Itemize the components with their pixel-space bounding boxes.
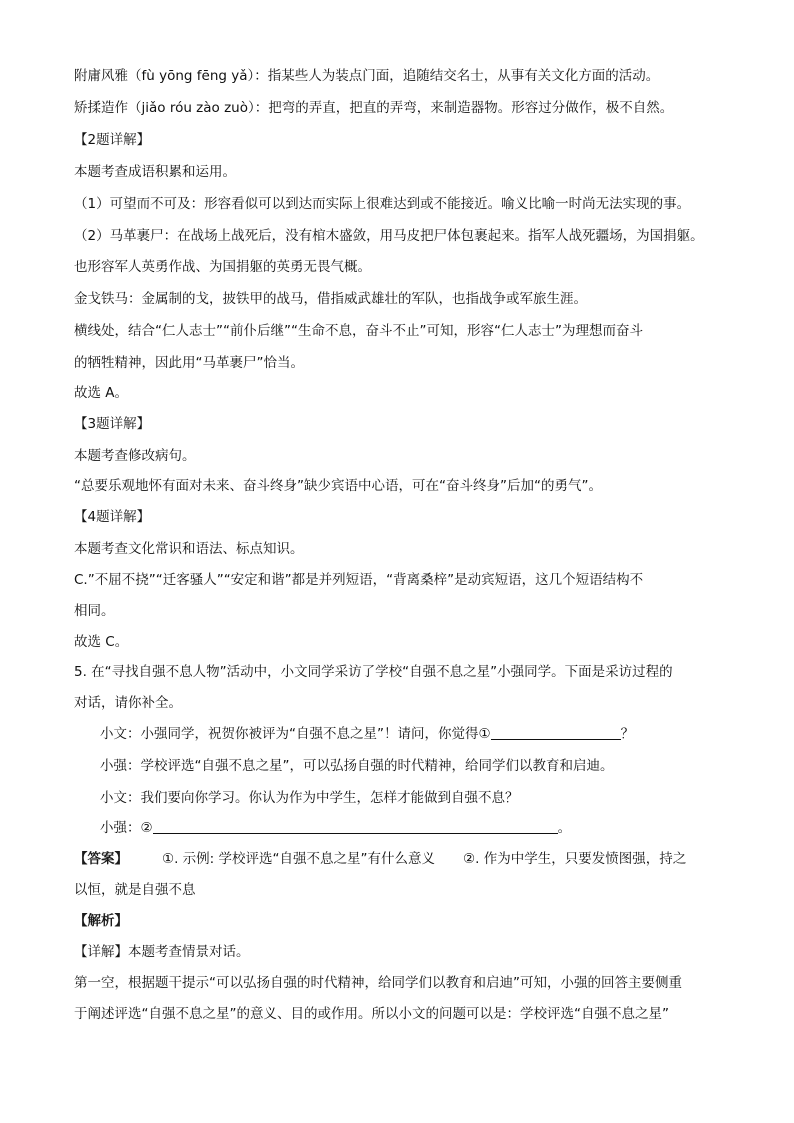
text-line: 相同。 [74,603,115,619]
analysis-tag: 【解析】 [74,913,128,929]
text-line: 也形容军人英勇作战、为国捐躯的英勇无畏气概。 [74,259,371,275]
text-line: （2）马革裹尸：在战场上战死后，没有棺木盛敛，用马皮把尸体包裹起来。指军人战死疆场，为国捐躯。 [74,228,704,244]
section-heading: 【2题详解】 [74,132,151,148]
dialogue-line: 小强：学校评选“自强不息之星”，可以弘扬自强的时代精神，给同学们以教育和启迪。 [100,758,614,774]
text-line: 本题考查成语积累和运用。 [74,164,236,180]
answer-blank-2[interactable] [153,819,558,834]
answer-part-1: ①. 示例: 学校评选“自强不息之星”有什么意义 [162,851,436,867]
analysis-line: 第一空，根据题干提示“可以弘扬自强的时代精神，给同学们以教育和启迪”可知，小强的回答主要侧重 [74,975,682,991]
text-line: （1）可望而不可及：形容看似可以到达而实际上很难达到或不能接近。喻义比喻一时尚无法实现的事。 [74,196,691,212]
text-line: 本题考查文化常识和语法、标点知识。 [74,541,304,557]
text-line: 金戈铁马：金属制的戈，披铁甲的战马，借指威武雄壮的军队，也指战争或军旅生涯。 [74,291,587,307]
text-line: 故选 A。 [74,385,129,401]
answer-blank-1[interactable] [491,725,621,740]
text-line: “总要乐观地怀有面对未来、奋斗终身”缺少宾语中心语，可在“奋斗终身”后加“的勇气”。 [74,478,602,494]
answer-tag: 【答案】 [74,851,128,867]
text-line: 横线处，结合“仁人志士”“前仆后继”“生命不息，奋斗不止”可知，形容“仁人志士”为理想而奋斗 [74,323,643,339]
question-line: 5. 在“寻找自强不息人物”活动中，小文同学采访了学校“自强不息之星”小强同学。下面是采访过程的 [74,664,673,680]
question-line: 对话，请你补全。 [74,695,182,711]
dialogue-text: ？ [620,726,635,742]
text-line: 故选 C。 [74,634,129,650]
analysis-line: 于阐述评选“自强不息之星”的意义、目的或作用。所以小文的问题可以是：学校评选“自强不息之星” [74,1006,669,1022]
analysis-line: 【详解】本题考查情景对话。 [74,944,250,960]
dialogue-text: 。 [557,820,572,836]
dialogue-text: 小文：小强同学，祝贺你被评为“自强不息之星”！请问，你觉得① [100,726,491,742]
answer-part-2: ②. 作为中学生，只要发愤图强，持之 [463,851,687,867]
section-heading: 【4题详解】 [74,509,151,525]
text-line: 的牺牲精神，因此用“马革裹尸”恰当。 [74,355,304,371]
section-heading: 【3题详解】 [74,416,151,432]
answer-line [74,849,686,869]
text-line: 矫揉造作（jiǎo róu zào zuò）：把弯的弄直，把直的弄弯，来制造器物。形容过分做作，极不自然。 [74,100,674,116]
dialogue-line: 小文：我们要向你学习。你认为作为中学生，怎样才能做到自强不息？ [100,790,519,806]
dialogue-line [100,818,571,838]
text-line: C.”不屈不挠”“迁客骚人”“安定和谐”都是并列短语，“背离桑梓”是动宾短语，这几个短语结构不 [74,572,644,588]
text-line: 附庸风雅（fù yōng fēng yǎ）：指某些人为装点门面，追随结交名士，从事有关文化方面的活动。 [74,68,660,84]
answer-continuation: 以恒，就是自强不息 [74,882,196,898]
dialogue-line [100,724,634,744]
dialogue-text: 小强：② [100,820,153,836]
text-line: 本题考查修改病句。 [74,448,196,464]
